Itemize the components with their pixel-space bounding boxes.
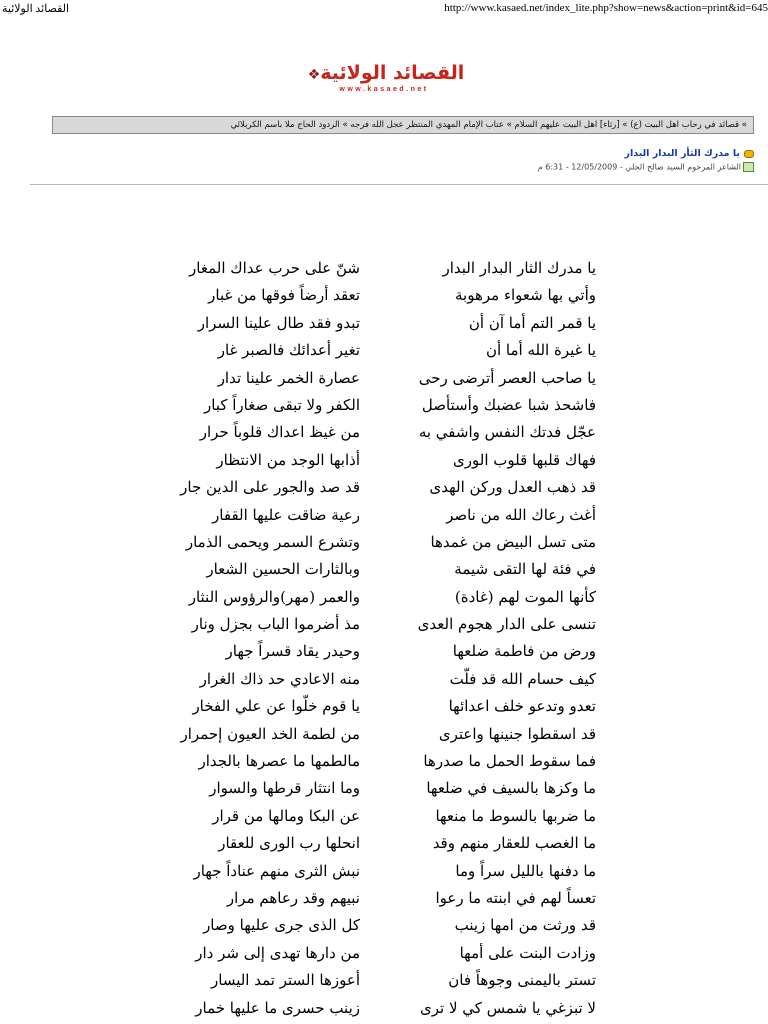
verse-second-hemistich: أذابها الوجد من الانتظار — [216, 450, 360, 469]
article-meta: الشاعر المرحوم السيد صالح الحلي - 12/05/2009 - 6:31 م — [537, 162, 741, 172]
verse-second-hemistich: عن البكا ومالها من قرار — [212, 806, 360, 825]
verse-second-hemistich: زينب حسرى ما عليها خمار — [195, 998, 360, 1017]
poem-verse — [0, 393, 768, 420]
breadcrumb-item-1[interactable]: » قصائد في رحاب اهل البيت (ع) — [630, 120, 747, 130]
print-page-title: القصائد الولائية — [2, 3, 70, 15]
site-logo[interactable] — [0, 62, 768, 93]
verse-first-hemistich: يا غيرة الله أما أن — [485, 341, 596, 360]
logo-title — [304, 62, 465, 84]
verse-second-hemistich: من دارها تهدى إلى شر دار — [195, 943, 360, 962]
poem-verse — [0, 804, 768, 831]
verse-second-hemistich: الكفر ولا تبقى صغاراً كبار — [204, 395, 360, 414]
verse-first-hemistich: في فئة لها التقى شيمة — [454, 560, 596, 579]
logo-ornament-icon: ❖ — [307, 67, 321, 83]
verse-second-hemistich: من لطمة الخد العيون إحمرار — [180, 724, 360, 743]
verse-first-hemistich: كيف حسام الله قد فلّت — [449, 669, 596, 688]
verse-second-hemistich: مالطمها ما عصرها بالجدار — [198, 752, 360, 771]
poem-verse — [0, 722, 768, 749]
verse-second-hemistich: عصارة الخمر علينا تدار — [217, 368, 360, 387]
verse-second-hemistich: قد صد والجور على الدين جار — [180, 478, 360, 497]
verse-second-hemistich: من غيظ اعداك قلوباً حرار — [199, 423, 360, 442]
breadcrumb — [52, 116, 754, 134]
poem-verse — [0, 503, 768, 530]
verse-first-hemistich: ما وكزها بالسيف في ضلعها — [426, 779, 596, 798]
verse-second-hemistich: منه الاعادي حد ذاك الغرار — [199, 669, 360, 688]
poem-verse — [0, 886, 768, 913]
verse-second-hemistich: تغير أعدائك فالصبر غار — [217, 341, 360, 360]
verse-first-hemistich: وزادت البنت على أمها — [459, 943, 596, 962]
breadcrumb-item-3[interactable]: » عتاب الإمام المهدي المنتظر عجل الله فرجه — [350, 120, 512, 130]
article-title-row — [538, 148, 754, 159]
verse-second-hemistich: تبدو فقد طال علينا السرار — [197, 313, 360, 332]
verse-first-hemistich: كأنها الموت لهم (غادة) — [454, 587, 596, 606]
poem-verse — [0, 612, 768, 639]
arrow-bullet-icon — [744, 150, 754, 158]
author-pen-icon — [743, 162, 754, 172]
verse-second-hemistich: انحلها رب الورى للعقار — [218, 834, 360, 853]
verse-first-hemistich: ما دفنها بالليل سراً وما — [455, 861, 596, 880]
verse-first-hemistich: لا تبزغي يا شمس كي لا ترى — [420, 998, 596, 1017]
verse-second-hemistich: كل الذى جرى عليها وصار — [203, 916, 360, 935]
verse-first-hemistich: ما الغصب للعقار منهم وقد — [432, 834, 596, 853]
poem-verse — [0, 694, 768, 721]
verse-first-hemistich: يا صاحب العصر أترضى رحى — [418, 368, 596, 387]
verse-second-hemistich: نبيهم وقد رعاهم مرار — [226, 888, 360, 907]
verse-first-hemistich: ورض من فاطمة ضلعها — [452, 642, 596, 661]
verse-first-hemistich: فاشحذ شبا عضبك وأستأصل — [421, 395, 596, 414]
verse-second-hemistich: يا قوم خلّوا عن علي الفخار — [192, 697, 360, 716]
verse-first-hemistich: يا قمر التم أما آن أن — [468, 313, 596, 332]
verse-first-hemistich: تعساً لهم في ابنته ما رعوا — [435, 888, 596, 907]
poem-verse — [0, 749, 768, 776]
print-page-url: http://www.kasaed.net/index_lite.php?show=news&action=print&id=645 — [444, 2, 768, 14]
poem-verse — [0, 557, 768, 584]
poem-verse — [0, 366, 768, 393]
poem-verse — [0, 831, 768, 858]
breadcrumb-item-4[interactable]: » الردود الحاج ملا باسم الكربلائي — [230, 120, 348, 130]
article-meta-row — [538, 162, 754, 172]
verse-first-hemistich: متى تسل البيض من غمدها — [430, 532, 596, 551]
verse-second-hemistich: وما انتثار قرطها والسوار — [209, 779, 360, 798]
logo-title-text: القصائد الولائية — [320, 62, 465, 84]
verse-second-hemistich: وبالثارات الحسين الشعار — [206, 560, 360, 579]
verse-first-hemistich: عجّل فدتك النفس واشفي به — [418, 423, 596, 442]
verse-first-hemistich: قد ذهب العدل وركن الهدى — [429, 478, 596, 497]
poem-verse — [0, 448, 768, 475]
verse-second-hemistich: وتشرع السمر ويحمى الذمار — [185, 532, 360, 551]
verse-first-hemistich: تعدو وتدعو خلف اعدائها — [448, 697, 596, 716]
poem-verse — [0, 530, 768, 557]
poem-verse — [0, 859, 768, 886]
poem-verse — [0, 941, 768, 968]
verse-second-hemistich: أعوزها الستر تمد اليسار — [211, 971, 360, 990]
verse-first-hemistich: وأتي بها شعواء مرهوبة — [454, 286, 596, 305]
article-header — [538, 148, 754, 172]
print-header — [0, 0, 768, 16]
verse-second-hemistich: شنّ على حرب عداك المغار — [189, 259, 360, 277]
poem-body — [0, 256, 768, 1023]
poem-verse — [0, 913, 768, 940]
verse-first-hemistich: فهاك قلبها قلوب الورى — [453, 450, 596, 469]
verse-first-hemistich: يا مدرك الثار البدار البدار — [442, 259, 596, 277]
verse-first-hemistich: قد اسقطوا جنينها واعترى — [438, 724, 596, 743]
verse-first-hemistich: أغث رعاك الله من ناصر — [446, 505, 596, 524]
poem-verse — [0, 996, 768, 1023]
verse-second-hemistich: والعمر (مهر)والرؤوس النثار — [188, 587, 360, 606]
poem-verse — [0, 968, 768, 995]
poem-verse — [0, 420, 768, 447]
verse-second-hemistich: نبش الثرى منهم عناداً جهار — [193, 861, 360, 880]
verse-second-hemistich: مذ أضرموا الباب بجزل ونار — [191, 615, 360, 634]
poem-verse — [0, 256, 768, 283]
poem-verse — [0, 283, 768, 310]
breadcrumb-item-2[interactable]: » [رثاء] اهل البيت عليهم السلام — [514, 120, 628, 130]
poem-verse — [0, 475, 768, 502]
article-title: يا مدرك الثأر البدار البدار — [624, 148, 740, 159]
verse-first-hemistich: تنسى على الدار هجوم العدى — [417, 615, 596, 634]
verse-second-hemistich: وحيدر يقاد قسراً جهار — [225, 642, 360, 661]
poem-verse — [0, 639, 768, 666]
logo-subtitle: www.kasaed.net — [339, 86, 429, 93]
verse-first-hemistich: قد ورثت من امها زينب — [454, 916, 596, 935]
poem-verse — [0, 776, 768, 803]
verse-first-hemistich: تستر باليمنى وجوهاً فان — [448, 971, 596, 990]
header-divider — [30, 184, 768, 185]
verse-second-hemistich: تعقد أرضاً فوقها من غبار — [208, 286, 360, 305]
verse-first-hemistich: فما سقوط الحمل ما صدرها — [423, 752, 596, 771]
poem-verse — [0, 338, 768, 365]
verse-first-hemistich: ما ضربها بالسوط ما منعها — [435, 806, 596, 825]
poem-verse — [0, 585, 768, 612]
verse-second-hemistich: رعية ضاقت عليها القفار — [212, 505, 360, 524]
poem-verse — [0, 311, 768, 338]
poem-verse — [0, 667, 768, 694]
